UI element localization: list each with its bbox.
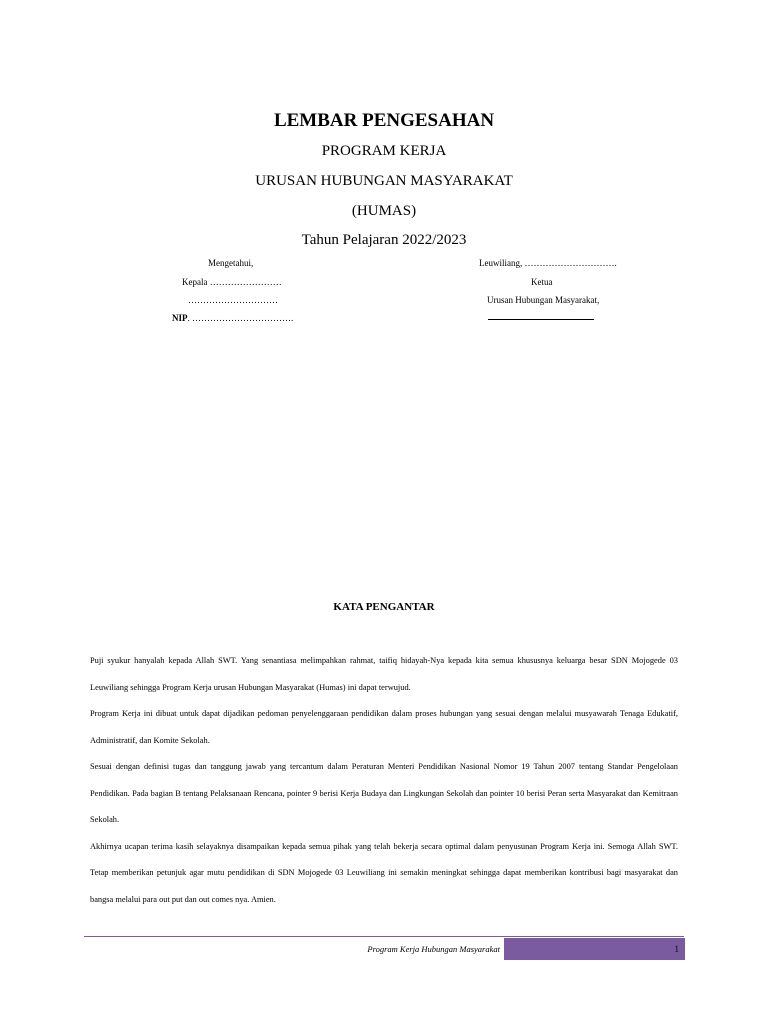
paragraph: Sesuai dengan definisi tugas dan tanggung jawab yang tercantum dalam Peraturan Menteri Pendidikan Nasional Nomor 19 Tahun 2007 tentang Standar Pengelolaan Pendidikan. Pada bagian B tentang Pelaksanaan Rencana, pointer 9 berisi Kerja Budaya dan Lingkungan Sekolah dan pointer 10 berisi Peran serta Masyarakat dan Kemitraan Sekolah.: [90, 762, 678, 824]
paragraph: Puji syukur hanyalah kepada Allah SWT. Yang senantiasa melimpahkan rahmat, taifiq hidayah-Nya kepada kita semua khususnya keluarga besar SDN Mojogede 03 Leuwiliang sehingga Program Kerja urusan Hubungan Masyarakat (Humas) ini dapat terwujud.: [90, 656, 678, 692]
sig-left-mengetahui: Mengetahui,: [208, 258, 254, 268]
sig-right-ketua: Ketua: [531, 277, 553, 287]
subtitle-tahun: Tahun Pelajaran 2022/2023: [301, 232, 467, 248]
subtitle-urusan: URUSAN HUBUNGAN MASYARAKAT: [255, 173, 513, 189]
kata-pengantar-body: [90, 648, 678, 913]
footer-label: Program Kerja Hubungan Masyarakat: [367, 944, 500, 954]
sig-left-nip: [172, 313, 293, 323]
sig-right-signature-line: [488, 309, 594, 320]
nip-label: NIP: [172, 313, 188, 323]
document-title: LEMBAR PENGESAHAN: [273, 110, 495, 131]
sig-right-urusan: Urusan Hubungan Masyarakat,: [487, 295, 600, 305]
footer-page-bar: [504, 938, 685, 960]
paragraph: Program Kerja ini dibuat untuk dapat dijadikan pedoman penyelenggaraan pendidikan dalam proses hubungan yang sesuai dengan melalui musyawarah Tenaga Edukatif, Administratif, dan Komite Sekolah.: [90, 709, 678, 745]
subtitle-program: PROGRAM KERJA: [321, 143, 447, 159]
kata-pengantar-heading: KATA PENGANTAR: [333, 601, 435, 613]
footer-divider: [84, 936, 684, 937]
sig-right-place-date: Leuwiliang, ………………………….: [479, 258, 617, 268]
sig-left-name: …………………………: [188, 295, 278, 305]
paragraph: Akhirnya ucapan terima kasih selayaknya disampaikan kepada semua pihak yang telah bekerja secara optimal dalam penyusunan Program Kerja ini. Semoga Allah SWT. Tetap memberikan petunjuk agar mutu pendidikan di SDN Mojogede 03 Leuwiliang ini semakin meningkat sehingga dapat memberikan kontribusi bagi masyarakat dan bangsa melalui para out put dan out comes nya. Amien.: [90, 841, 678, 904]
subtitle-humas: (HUMAS): [351, 203, 417, 219]
sig-left-kepala: Kepala ……………………: [182, 277, 282, 287]
nip-value: . …………………………….: [187, 313, 294, 323]
page-number: 1: [674, 944, 679, 954]
